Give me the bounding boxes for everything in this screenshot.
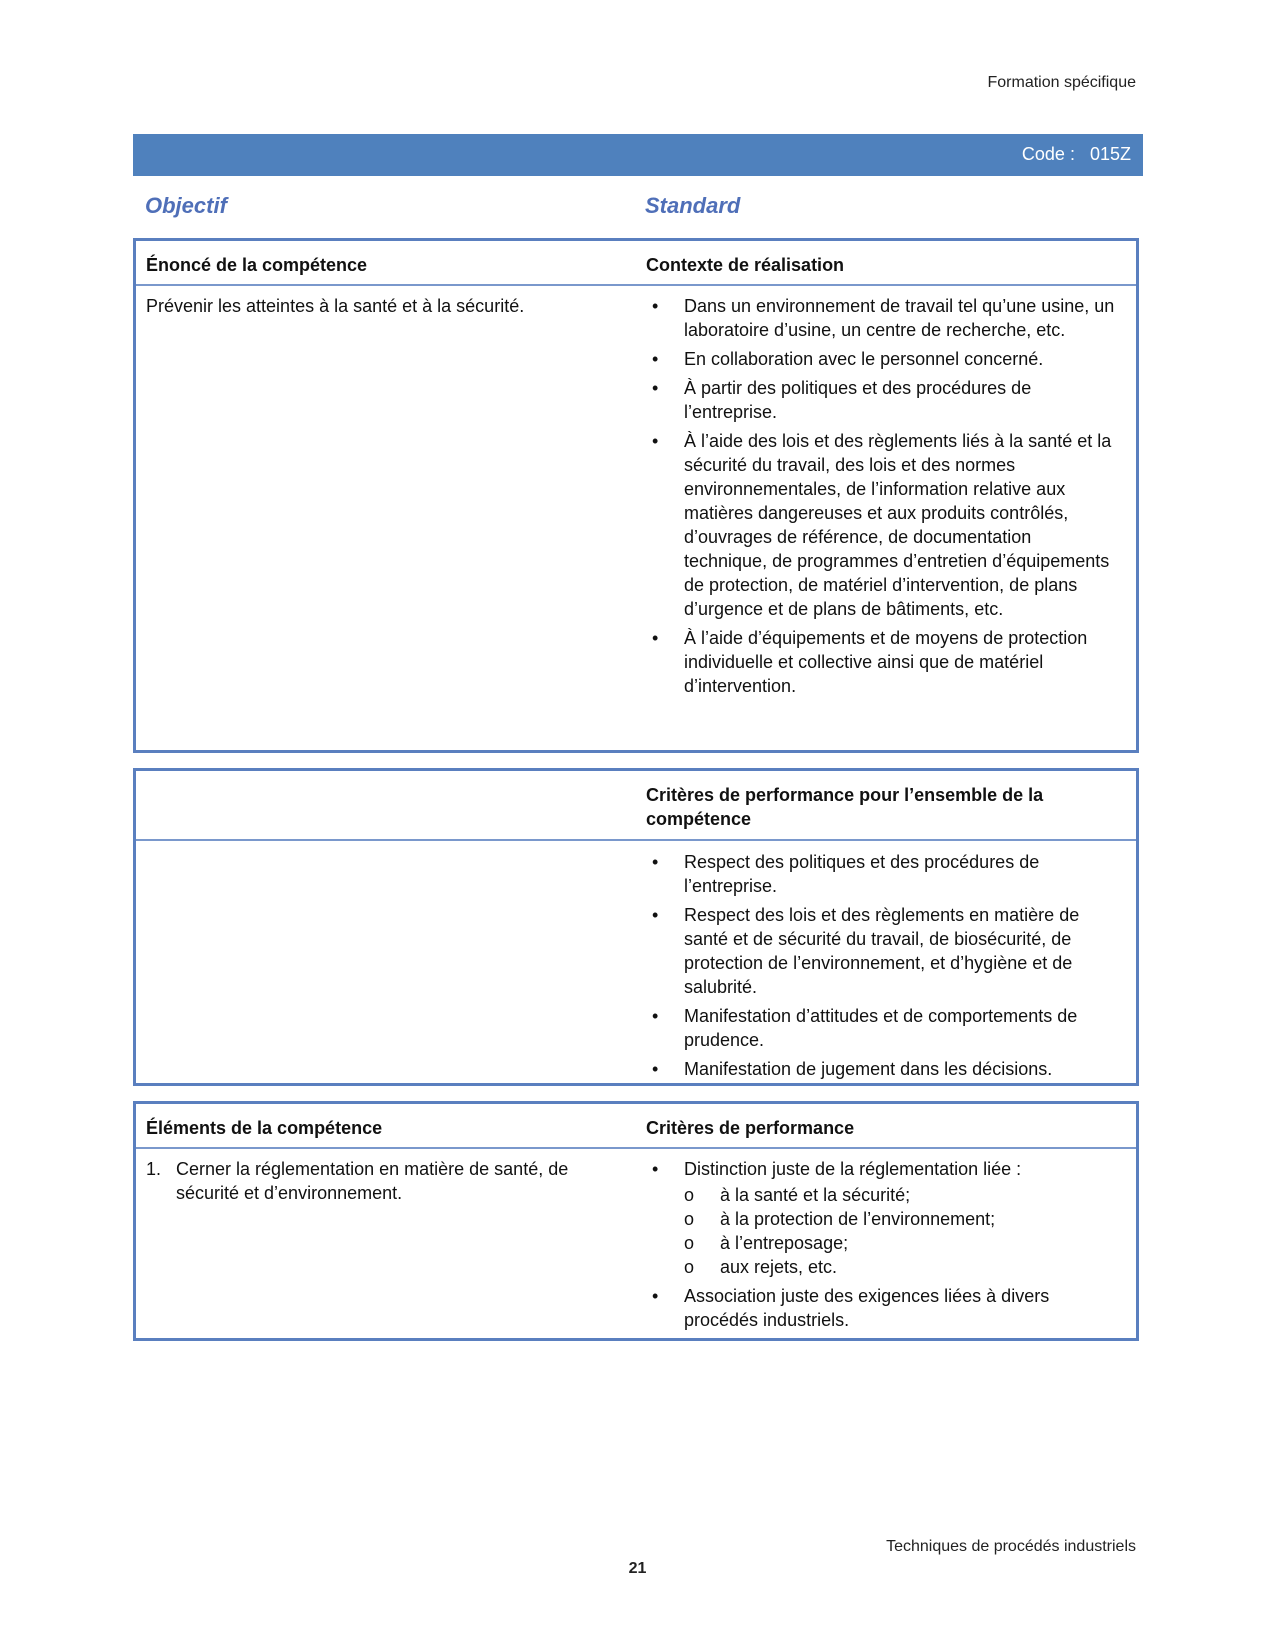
element-item bbox=[146, 1157, 626, 1205]
context-item: • À l’aide des lois et des règlements liés à la santé et la sécurité du travail, des lois et des normes environnementales, de l’information relative aux matières dangereuses et aux produits contrôlés, d’ouvrages de référence, de documentation technique, de programmes d’entretien d’équipements de protection, de matériel d’intervention, de plans d’urgence et de plans de bâtiments, etc. bbox=[646, 429, 1116, 621]
header-divider bbox=[136, 284, 1136, 286]
elements-header: Éléments de la compétence bbox=[146, 1118, 383, 1138]
element-number: 1. bbox=[146, 1159, 162, 1179]
sub-criterion: o à la protection de l’environnement; bbox=[684, 1207, 1116, 1231]
header-divider bbox=[136, 839, 1136, 841]
section-objective: Objectif bbox=[145, 193, 227, 218]
footer-program-name: Techniques de procédés industriels bbox=[886, 1538, 1136, 1555]
element-criteria-list bbox=[646, 1157, 1116, 1337]
context-item: • À partir des politiques et des procédures de l’entreprise. bbox=[646, 376, 1116, 424]
criteria-item: • Manifestation de jugement dans les décisions. bbox=[646, 1057, 1116, 1081]
header-divider bbox=[136, 1147, 1136, 1149]
competency-code bbox=[1022, 144, 1131, 165]
context-list bbox=[646, 294, 1116, 703]
sub-criteria-list bbox=[684, 1183, 1116, 1279]
sub-criterion: o à l’entreposage; bbox=[684, 1231, 1116, 1255]
competence-statement-box bbox=[133, 238, 1139, 753]
element-text: Cerner la réglementation en matière de santé, de sécurité et d’environnement. bbox=[176, 1159, 569, 1203]
context-item: • À l’aide d’équipements et de moyens de protection individuelle et collective ainsi que de matériel d’intervention. bbox=[646, 626, 1116, 698]
header-program-type: Formation spécifique bbox=[987, 74, 1136, 91]
element-criteria-header: Critères de performance bbox=[646, 1118, 855, 1138]
context-item: • En collaboration avec le personnel concerné. bbox=[646, 347, 1116, 371]
context-header: Contexte de réalisation bbox=[646, 255, 845, 275]
criteria-item: • Manifestation d’attitudes et de comportements de prudence. bbox=[646, 1004, 1116, 1052]
element-criterion-text: Distinction juste de la réglementation liée : bbox=[684, 1159, 1022, 1179]
element-criterion: • Association juste des exigences liées à divers procédés industriels. bbox=[646, 1284, 1116, 1332]
code-bar bbox=[133, 134, 1143, 176]
criteria-item: • Respect des lois et des règlements en matière de santé et de sécurité du travail, de biosécurité, de protection de l’environnement, et d’hygiène et de salubrité. bbox=[646, 903, 1116, 999]
context-item: • Dans un environnement de travail tel qu’une usine, un laboratoire d’usine, un centre de recherche, etc. bbox=[646, 294, 1116, 342]
code-label: Code : bbox=[1021, 144, 1075, 164]
statement-header: Énoncé de la compétence bbox=[146, 255, 368, 275]
element-criterion bbox=[646, 1157, 1116, 1279]
competence-statement: Prévenir les atteintes à la santé et à la sécurité. bbox=[146, 296, 525, 316]
elements-box bbox=[133, 1101, 1139, 1341]
sub-criterion: o aux rejets, etc. bbox=[684, 1255, 1116, 1279]
page-number: 21 bbox=[628, 1560, 647, 1577]
criteria-item: • Respect des politiques et des procédures de l’entreprise. bbox=[646, 850, 1116, 898]
section-standard: Standard bbox=[645, 193, 741, 218]
overall-criteria-box bbox=[133, 768, 1139, 1086]
code-value: 015Z bbox=[1089, 144, 1131, 164]
sub-criterion: o à la santé et la sécurité; bbox=[684, 1183, 1116, 1207]
overall-criteria-list bbox=[646, 850, 1116, 1086]
overall-criteria-header: Critères de performance pour l’ensemble de la compétence bbox=[646, 785, 1044, 829]
